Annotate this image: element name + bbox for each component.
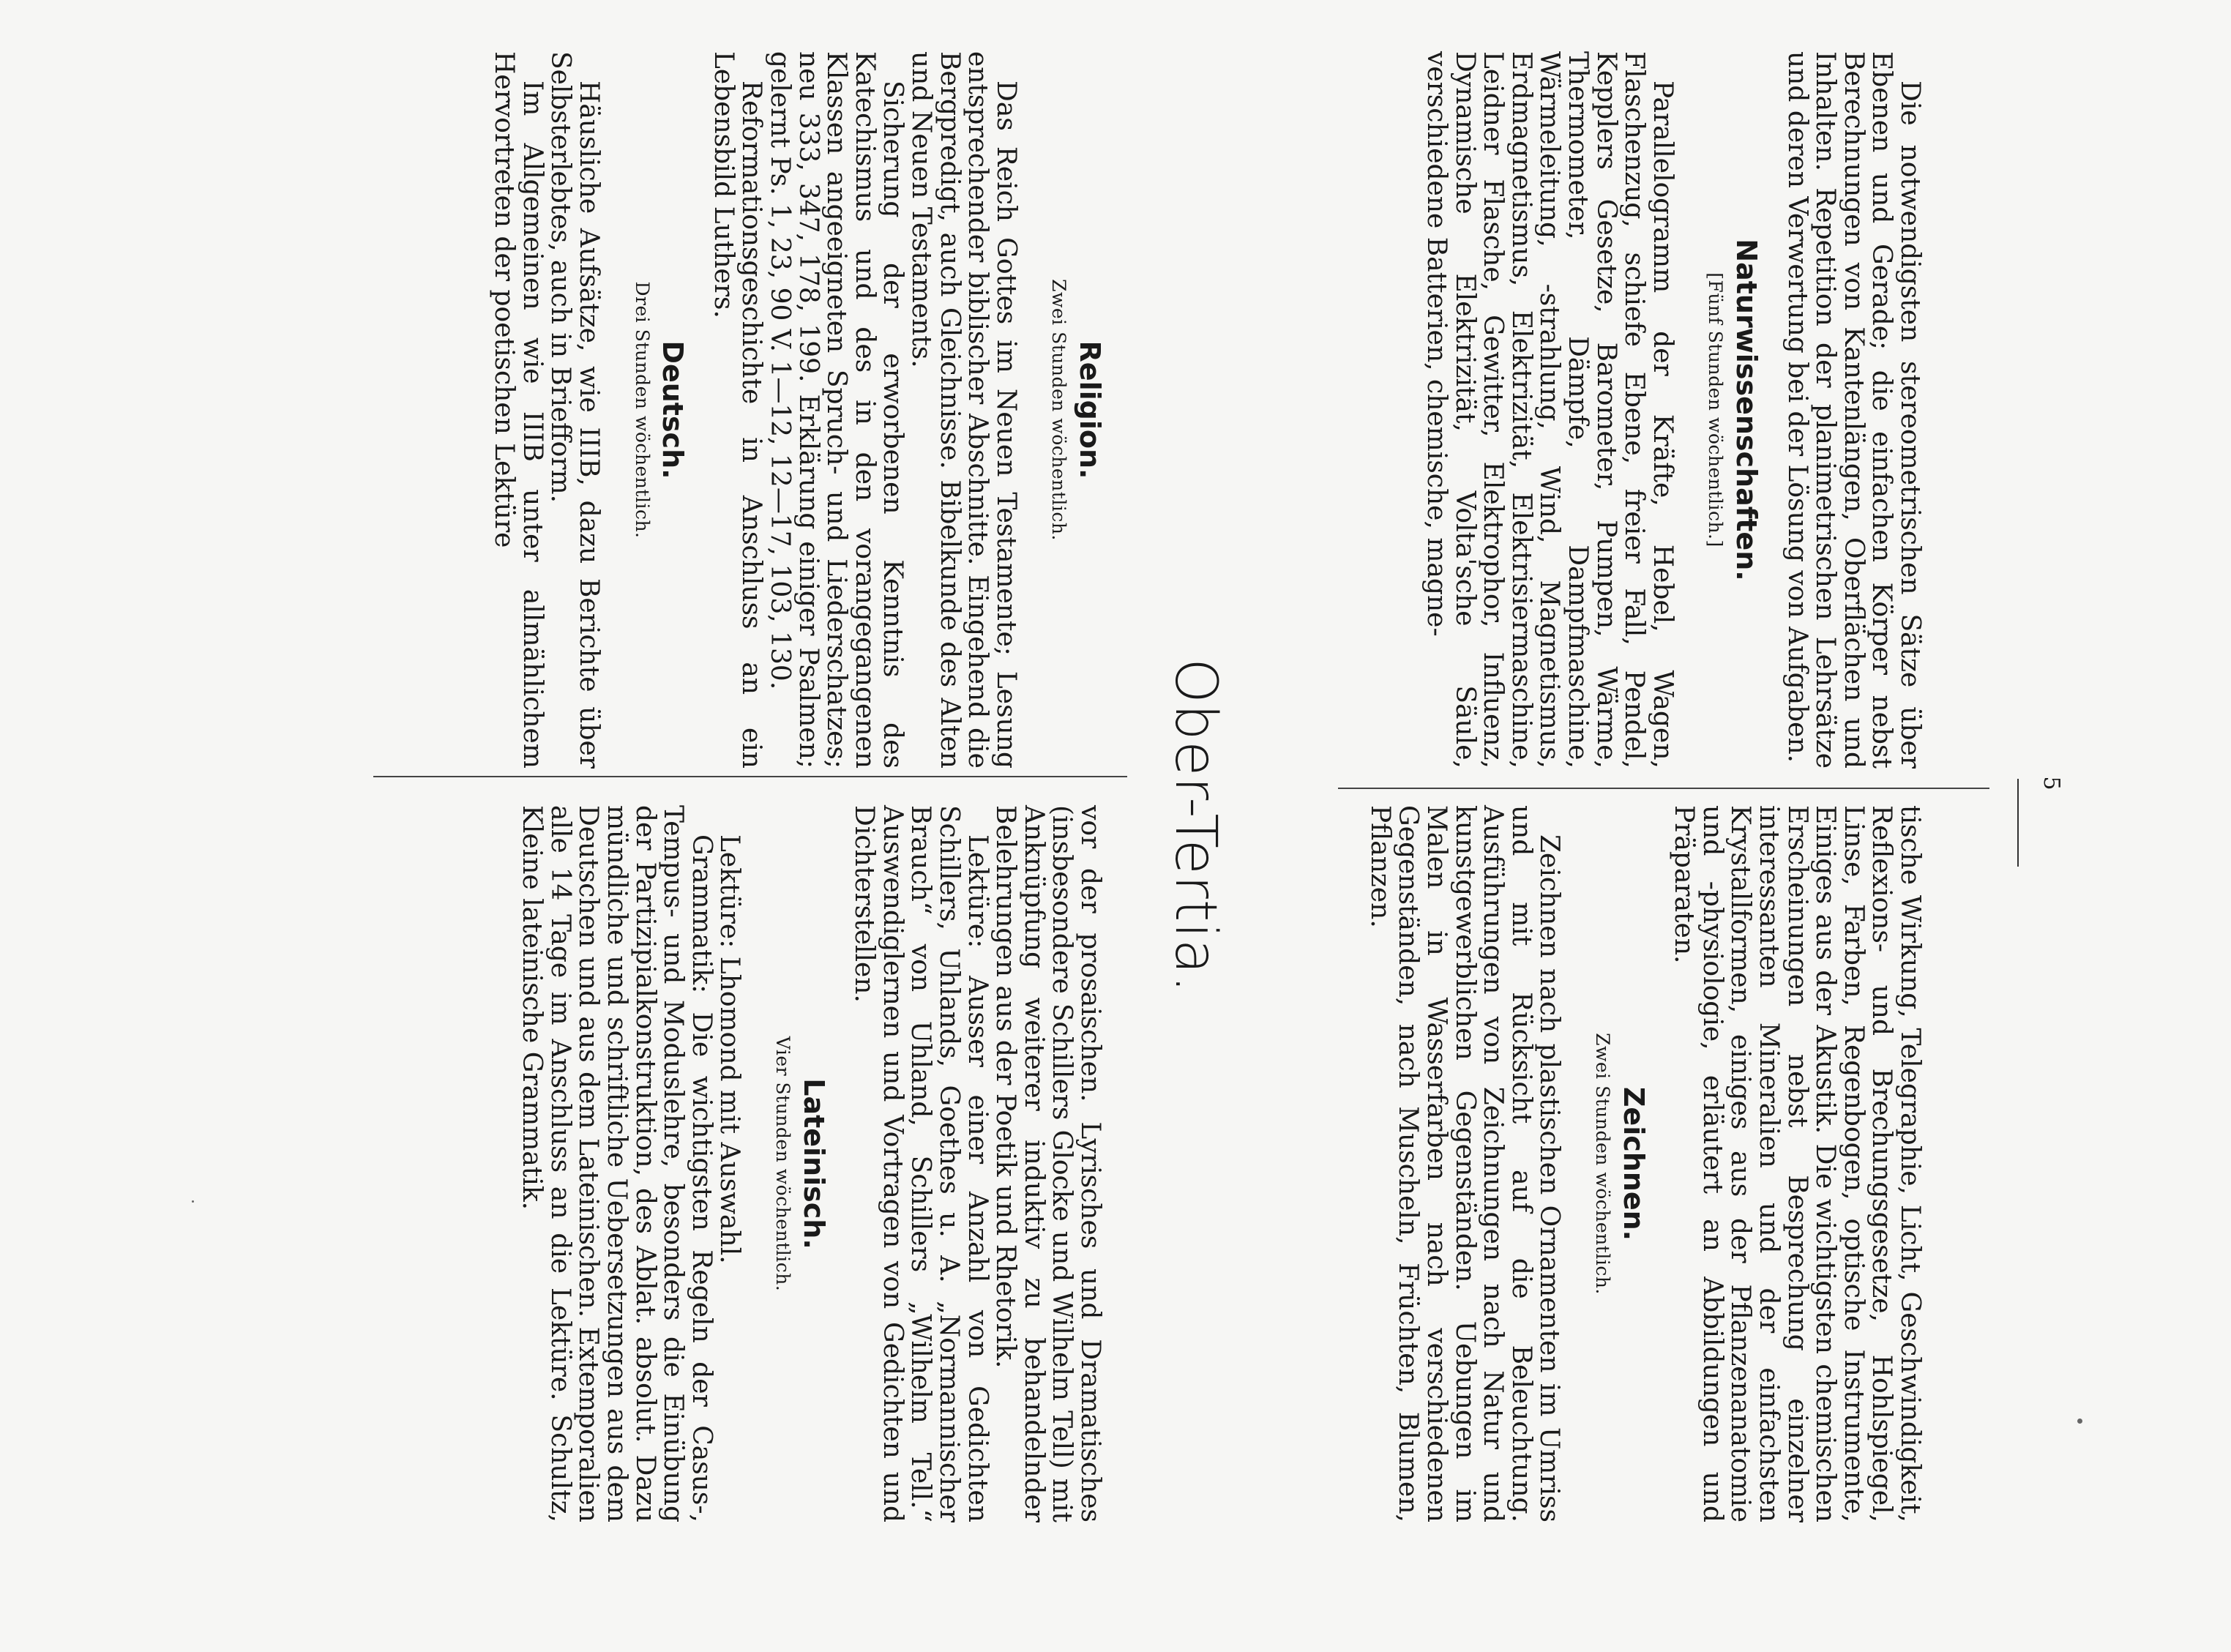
paper-speck bbox=[192, 1200, 194, 1203]
column-right-bottom bbox=[517, 805, 1104, 1522]
page-number: 5 bbox=[2038, 776, 2064, 791]
heading-lateinisch: Lateinisch. bbox=[797, 1078, 830, 1249]
paragraph-latin-1: Lektüre: Lhomond mit Auswahl. bbox=[714, 834, 745, 1264]
paragraph-deutsch-cont: vor der prosaischen. Lyrisches und Dramatisches (insbesondere Schillers Glocke und Wilhelm Tell) mit Anknüpfung weiterer induktiv zu behandelnder Belehrungen aus der Poetik und Rhetorik. bbox=[990, 805, 1105, 1522]
header-rule bbox=[2017, 779, 2019, 867]
paragraph-deutsch-2: Im Allgemeinen wie IIIB unter allmählichem Hervortreten der poetischen Lektüre bbox=[489, 51, 548, 769]
heading-naturwissenschaften: Naturwissenschaften. bbox=[1730, 239, 1763, 581]
subheading-hours: Zwei Stunden wöchentlich. bbox=[1048, 279, 1070, 541]
column-left-bottom bbox=[490, 51, 1104, 769]
paragraph-stereometry: Die notwendigsten stereometrischen Sätze über Ebenen und Gerade; die einfachen Körper nebst Berechnungen von Kantenlängen, Oberflächen und Inhalten. Repetition der planimetrischen Lehrsätze und deren Verwertung bei der Lösung von Aufgaben. bbox=[1782, 51, 1925, 769]
paragraph-latin-2: Grammatik: Die wichtigsten Regeln der Casus-, Tempus- und Moduslehre, besonders die Einübung der Partizipialkonstruktion, des Ablat. absolut. Dazu mündliche und schriftliche Uebersetzungen aus dem Deutschen und aus dem Lateinischen. Extemporalien alle 14 Tage im Anschluss an die Lektüre. Schultz, Kleine lateinische Grammatik. bbox=[517, 805, 717, 1522]
paper-speck bbox=[2077, 1419, 2082, 1424]
paragraph-religion-2: Sicherung der erworbenen Kenntnis des Katechismus und des in den vorangegangenen Klassen angeeigneten Spruch- und Liederschatzes; neu 333, 347, 178, 199. Erklärung einiger Psalmen; gelernt Ps. 1, 23, 90 V. 1—12, 12—17, 103, 130. bbox=[765, 51, 908, 769]
paragraph-physics: Parallelogramm der Kräfte, Hebel, Wagen, Flaschenzug, schiefe Ebene, freier Fall, Pendel, Kepplers Gesetze, Barometer, Pumpen, Wärme, Thermometer, Dämpfe, Dampfmaschine, Wärmeleitung, -strahlung, Wind, Magnetismus, Erdmagnetismus, Elektrizität, Elektrisiermaschine, Leidner Flasche, Gewitter, Elektrophor, Influenz, Dynamische Elektrizität, Volta'sche Säule, verschiedene Batterien, chemische, magne- bbox=[1421, 51, 1678, 769]
subheading-hours: [Fünf Stunden wöchentlich.] bbox=[1705, 272, 1727, 547]
column-divider-top bbox=[1338, 788, 1989, 789]
subheading-hours: Drei Stunden wöchentlich. bbox=[631, 281, 653, 539]
paragraph-lektuere: Lektüre: Ausser einer Anzahl von Gedichten Schillers, Uhlands, Goethes u. A. „Normannischer Brauch“ von Uhland, Schillers „Wilhelm Tell.“ Auswendiglernen und Vortragen von Gedichten und Dichterstellen. bbox=[849, 805, 993, 1522]
heading-zeichnen: Zeichnen. bbox=[1617, 1086, 1650, 1241]
paragraph-physics-cont: tische Wirkung, Telegraphie, Licht, Geschwindigkeit, Reflexions- und Brechungsgesetze, Hohlspiegel, Linse, Farben, Regenbogen, optische Instrumente, Einiges aus der Akustik. Die wichtigsten chemischen Erscheinungen nebst Besprechung einzelner interessanten Mineralien und der einfachsten Krystallformen, einiges aus der Pflanzenanatomie und -physiologie, erläutert an Abbildungen und Präparaten. bbox=[1669, 805, 1925, 1522]
column-left-top bbox=[1422, 51, 1924, 769]
paragraph-religion-1: Das Reich Gottes im Neuen Testamente; Lesung entsprechender biblischer Abschnitte. Eingehend die Bergpredigt, auch Gleichnisse. Bibelkunde des Alten und Neuen Testaments. bbox=[906, 51, 1021, 769]
heading-deutsch: Deutsch. bbox=[657, 340, 690, 479]
section-title: Ober-Tertia. bbox=[1162, 658, 1228, 994]
column-right-top bbox=[1365, 805, 1924, 1522]
paragraph-drawing: Zeichnen nach plastischen Ornamenten im Umriss und mit Rücksicht auf die Beleuchtung. Ausführungen von Zeichnungen nach Natur und kunstgewerblichen Gegenständen. Uebungen im Malen in Wasserfarben nach verschiedenen Gegenständen, nach Muscheln, Früchten, Blumen, Pflanzen. bbox=[1364, 805, 1565, 1522]
paragraph-deutsch-1: Häusliche Aufsätze, wie IIIB, dazu Berichte über Selbsterlebtes, auch in Briefform. bbox=[545, 51, 605, 769]
subheading-hours: Zwei Stunden wöchentlich. bbox=[1592, 1033, 1614, 1295]
heading-religion: Religion. bbox=[1074, 340, 1106, 479]
paragraph-religion-3: Reformationsgeschichte in Anschluss an ein Lebensbild Luthers. bbox=[708, 51, 767, 769]
subheading-hours: Vier Stunden wöchentlich. bbox=[772, 1036, 794, 1292]
column-divider-bottom bbox=[373, 776, 1127, 777]
